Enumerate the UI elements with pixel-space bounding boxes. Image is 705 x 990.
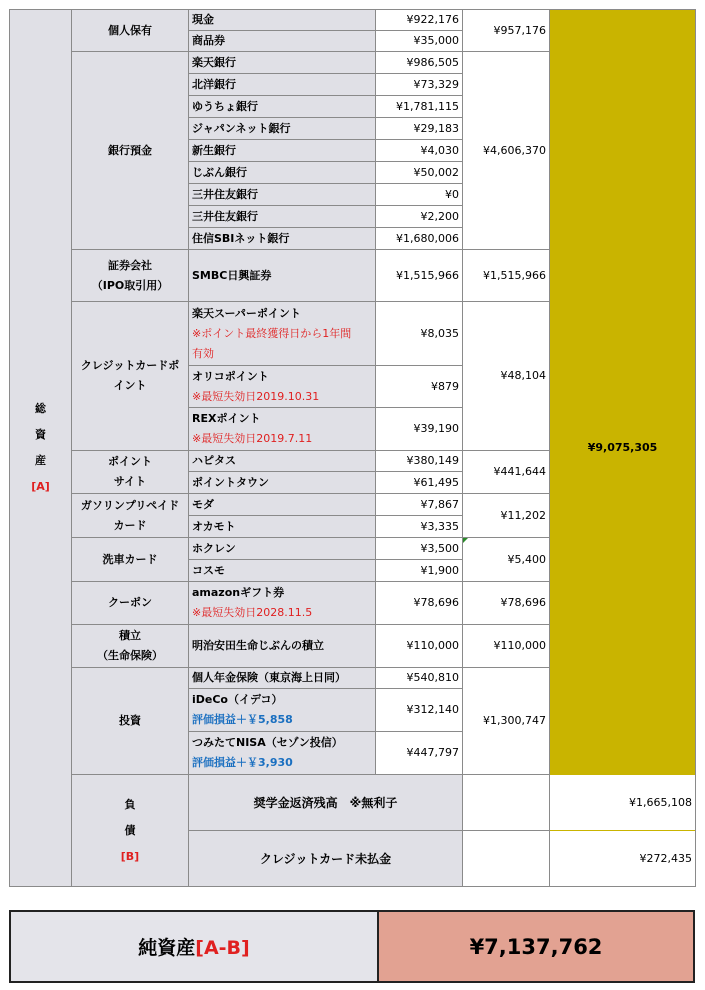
subtotal-investment: ¥1,300,747 <box>463 668 550 775</box>
subtotal-bank: ¥4,606,370 <box>463 52 550 250</box>
item-value: ¥1,680,006 <box>376 228 463 250</box>
item-value: ¥312,140 <box>376 689 463 732</box>
item-value: ¥879 <box>376 366 463 408</box>
subtotal-coupon: ¥78,696 <box>463 582 550 625</box>
item-value: ¥1,781,115 <box>376 96 463 118</box>
category-coupon: クーポン <box>72 582 189 625</box>
item-value: ¥39,190 <box>376 408 463 451</box>
note-text: 評価損益＋￥3,930 <box>192 756 293 769</box>
item-name: じぶん銀行 <box>189 162 376 184</box>
item-name: iDeCo（イデコ） 評価損益＋￥5,858 <box>189 689 376 732</box>
item-name: SMBC日興証券 <box>189 250 376 302</box>
item-value: ¥1,515,966 <box>376 250 463 302</box>
item-name: 個人年金保険（東京海上日同） <box>189 668 376 689</box>
item-name: ハピタス <box>189 451 376 472</box>
item-name: つみたてNISA（セゾン投信） 評価損益＋￥3,930 <box>189 732 376 775</box>
assets-total: ¥9,075,305 <box>550 10 696 887</box>
liabilities-side-label: 負 債 [B] <box>72 775 189 887</box>
category-point-sites: ポイント サイト <box>72 451 189 494</box>
item-name: 新生銀行 <box>189 140 376 162</box>
subtotal-savings: ¥110,000 <box>463 625 550 668</box>
subtotal-point-sites: ¥441,644 <box>463 451 550 494</box>
subtotal-carwash: ¥5,400 <box>463 538 550 582</box>
item-name: ゆうちょ銀行 <box>189 96 376 118</box>
item-value: ¥3,335 <box>376 516 463 538</box>
item-name: 住信SBIネット銀行 <box>189 228 376 250</box>
item-name: 三井住友銀行 <box>189 184 376 206</box>
item-value: ¥8,035 <box>376 302 463 366</box>
note-text: ※ポイント最終獲得日から1年間 <box>192 326 352 340</box>
item-value: ¥73,329 <box>376 74 463 96</box>
category-savings: 積立 （生命保険） <box>72 625 189 668</box>
category-bank: 銀行預金 <box>72 52 189 250</box>
note-text: 評価損益＋￥5,858 <box>192 713 293 726</box>
item-value: ¥2,200 <box>376 206 463 228</box>
balance-sheet-table <box>9 9 696 887</box>
item-value: ¥35,000 <box>376 31 463 52</box>
item-name: 三井住友銀行 <box>189 206 376 228</box>
item-value: ¥78,696 <box>376 582 463 625</box>
note-text: 有効 <box>192 346 214 360</box>
category-investment: 投資 <box>72 668 189 775</box>
table-row <box>10 911 694 982</box>
item-name: モダ <box>189 494 376 516</box>
category-carwash: 洗車カード <box>72 538 189 582</box>
item-name: ホクレン <box>189 538 376 560</box>
note-text: ※最短失効日2019.7.11 <box>192 432 313 445</box>
table-row <box>10 775 696 831</box>
item-value: ¥3,500 <box>376 538 463 560</box>
item-name: 楽天スーパーポイント ※ポイント最終獲得日から1年間 有効 <box>189 302 376 366</box>
item-name: 北洋銀行 <box>189 74 376 96</box>
item-name: 明治安田生命じぶんの積立 <box>189 625 376 668</box>
item-name: 現金 <box>189 10 376 31</box>
liability-item-value: ¥272,435 <box>463 831 696 887</box>
item-name: ジャパンネット銀行 <box>189 118 376 140</box>
net-assets-bracket: [A-B] <box>195 937 250 959</box>
item-value: ¥110,000 <box>376 625 463 668</box>
item-value: ¥447,797 <box>376 732 463 775</box>
item-value: ¥4,030 <box>376 140 463 162</box>
subtotal-securities: ¥1,515,966 <box>463 250 550 302</box>
item-value: ¥0 <box>376 184 463 206</box>
liability-item-name: 奨学金返済残高 ※無利子 <box>189 775 463 831</box>
subtotal-gasoline: ¥11,202 <box>463 494 550 538</box>
category-personal: 個人保有 <box>72 10 189 52</box>
table-row <box>10 10 696 31</box>
liabilities-bracket: [B] <box>120 849 140 863</box>
note-text: ※最短失効日2028.11.5 <box>192 606 313 619</box>
category-gasoline: ガソリンプリペイド カード <box>72 494 189 538</box>
note-text: ※最短失効日2019.10.31 <box>192 389 320 403</box>
item-name: オカモト <box>189 516 376 538</box>
net-assets-value: ¥7,137,762 <box>378 911 694 982</box>
category-securities: 証券会社 （IPO取引用） <box>72 250 189 302</box>
net-assets-table <box>9 910 695 983</box>
item-name: ポイントタウン <box>189 472 376 494</box>
item-value: ¥922,176 <box>376 10 463 31</box>
item-value: ¥540,810 <box>376 668 463 689</box>
item-name: REXポイント ※最短失効日2019.7.11 <box>189 408 376 451</box>
category-credit-points: クレジットカードポ イント <box>72 302 189 451</box>
item-name: amazonギフト券 ※最短失効日2028.11.5 <box>189 582 376 625</box>
item-name: オリコポイント ※最短失効日2019.10.31 <box>189 366 376 408</box>
subtotal-credit-points: ¥48,104 <box>463 302 550 451</box>
assets-side-label: 総 資 産 [A] <box>10 10 72 887</box>
item-value: ¥380,149 <box>376 451 463 472</box>
item-name: 楽天銀行 <box>189 52 376 74</box>
item-value: ¥29,183 <box>376 118 463 140</box>
item-value: ¥7,867 <box>376 494 463 516</box>
item-name: 商品券 <box>189 31 376 52</box>
item-value: ¥1,900 <box>376 560 463 582</box>
item-value: ¥50,002 <box>376 162 463 184</box>
net-assets-label: 純資産[A-B] <box>10 911 378 982</box>
subtotal-personal: ¥957,176 <box>463 10 550 52</box>
liability-item-value: ¥1,665,108 <box>463 775 696 831</box>
item-value: ¥986,505 <box>376 52 463 74</box>
assets-bracket: [A] <box>31 480 50 493</box>
item-name: コスモ <box>189 560 376 582</box>
item-value: ¥61,495 <box>376 472 463 494</box>
liability-item-name: クレジットカード未払金 <box>189 831 463 887</box>
